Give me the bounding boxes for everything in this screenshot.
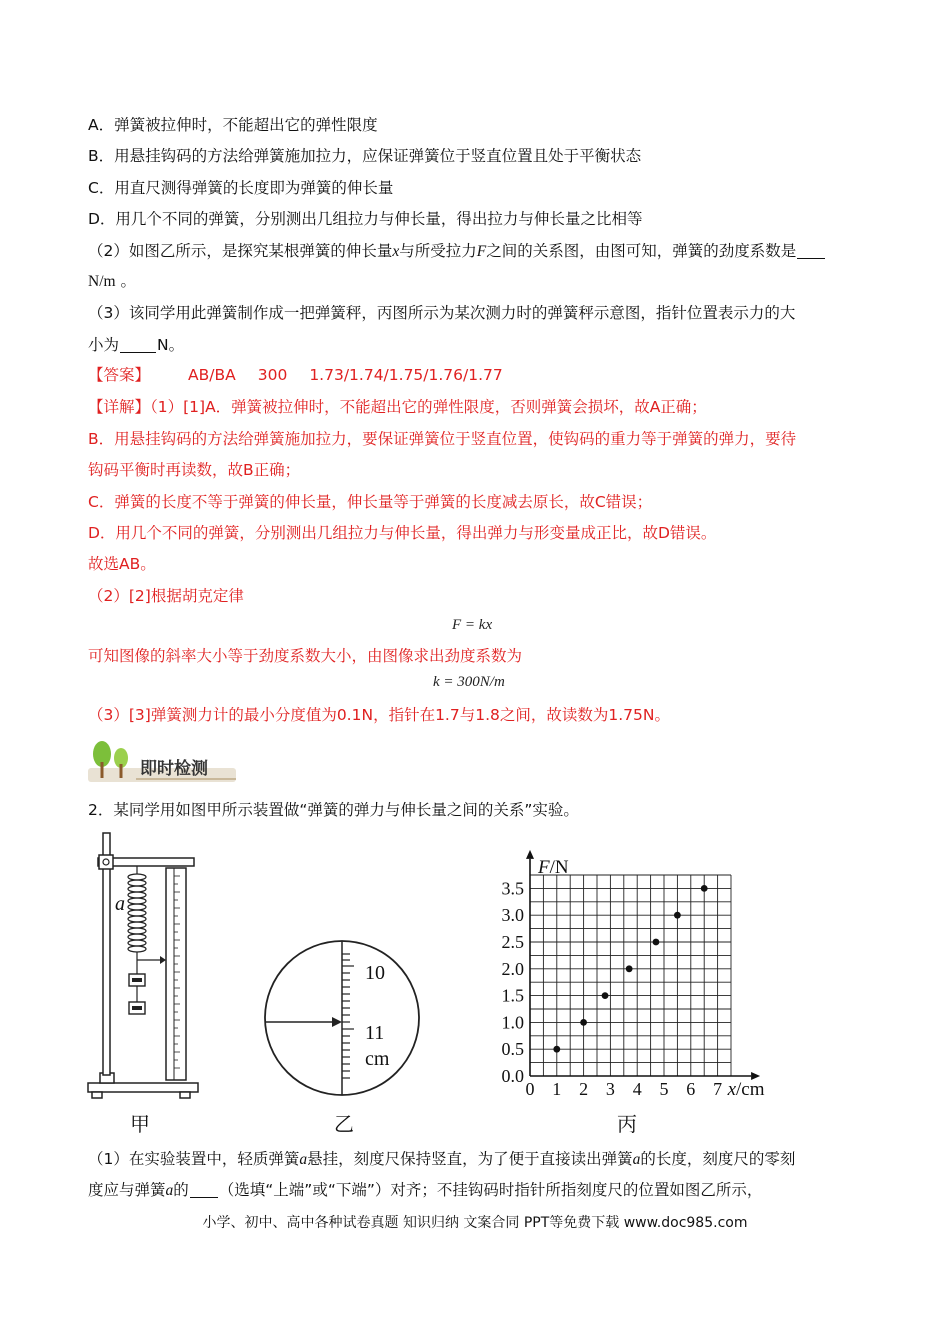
y-tick-label: 2.5 — [501, 932, 524, 952]
spring-coil — [128, 866, 146, 960]
x-axis-label: x/cm — [727, 1079, 765, 1100]
ruler-tick-11: 11 — [365, 1022, 385, 1044]
answer-line: 【答案】 AB/BA 300 1.73/1.74/1.75/1.76/1.77 — [88, 366, 503, 384]
x-tick-label: 3 — [605, 1079, 615, 1099]
section-banner-title: 即时检测 — [140, 759, 208, 779]
question1-part3: （3）该同学用此弹簧制作成一把弹簧秤，丙图所示为某次测力时的弹簧秤示意图，指针位置表示力的大 — [88, 304, 796, 322]
y-tick-label: 3.5 — [501, 878, 524, 899]
page-footer: 小学、初中、高中各种试卷真题 知识归纳 文案合同 PPT等免费下载 www.doc985.com — [202, 1215, 748, 1231]
figure-label-yi: 乙 — [334, 1114, 354, 1136]
explanation-line-2: B．用悬挂钩码的方法给弹簧施加拉力，要保证弹簧位于竖直位置，使钩码的重力等于弹簧的弹力，要待 — [88, 430, 797, 448]
question2-part1-line1: （1）在实验装置中，轻质弹簧a悬挂，刻度尺保持竖直，为了便于直接读出弹簧a的长度，刻度尺的零刻 — [88, 1150, 796, 1168]
data-point — [602, 992, 609, 999]
explanation-line-7: （2）[2]根据胡克定律 — [88, 587, 244, 605]
x-tick-label: 1 — [552, 1079, 562, 1099]
ruler-tick-10: 10 — [365, 962, 385, 984]
data-point — [653, 939, 660, 946]
formula-k: k = 300N/m — [433, 674, 505, 690]
data-point — [701, 885, 708, 892]
explanation-line-6: 故选AB。 — [88, 555, 156, 573]
y-tick-label: 3.0 — [501, 905, 524, 926]
explanation-line-1: 【详解】（1）[1]A．弹簧被拉伸时，不能超出它的弹性限度，否则弹簧会损坏，故A正确； — [88, 398, 707, 416]
figure-label-jia: 甲 — [130, 1114, 150, 1136]
data-point — [626, 965, 633, 972]
question1-part2-unit: N/m 。 — [88, 272, 137, 290]
x-tick-label: 5 — [659, 1079, 669, 1099]
option-b: B．用悬挂钩码的方法给弹簧施加拉力，应保证弹簧位于竖直位置且处于平衡状态 — [88, 147, 642, 165]
x-tick-label: 0 — [525, 1079, 535, 1099]
x-tick-label: 2 — [579, 1079, 589, 1099]
y-axis-arrow — [526, 850, 534, 859]
figure-apparatus — [80, 828, 210, 1108]
y-axis-label: F/N — [538, 856, 569, 878]
figure-label-bing: 丙 — [617, 1114, 637, 1136]
y-tick-label: 1.0 — [501, 1012, 524, 1033]
answer-blank — [190, 1181, 218, 1198]
answer-blank — [120, 336, 156, 353]
explanation-line-9: （3）[3]弹簧测力计的最小分度值为0.1N，指针在1.7与1.8之间，故读数为1.75N。 — [88, 706, 670, 724]
question1-part3-line2: 小为 N。 — [88, 336, 185, 354]
explanation-line-3: 钩码平衡时再读数，故B正确； — [88, 461, 301, 479]
explanation-line-4: C．弹簧的长度不等于弹簧的伸长量，伸长量等于弹簧的长度减去原长，故C错误； — [88, 493, 653, 511]
y-tick-label: 2.0 — [501, 958, 524, 979]
option-d: D．用几个不同的弹簧，分别测出几组拉力与伸长量，得出拉力与伸长量之比相等 — [88, 210, 643, 228]
question1-part2: （2）如图乙所示，是探究某根弹簧的伸长量x与所受拉力F之间的关系图，由图可知，弹簧的劲度系数是 — [88, 240, 826, 263]
ruler-unit: cm — [365, 1048, 390, 1070]
spring-a-label: a — [115, 893, 125, 915]
y-tick-label: 0.5 — [501, 1039, 524, 1060]
data-point — [580, 1019, 587, 1026]
answer-blank — [797, 242, 825, 259]
data-point — [553, 1046, 560, 1053]
question2-part1-line2: 度应与弹簧a的 （选填“上端”或“下端”）对齐；不挂钩码时指针所指刻度尺的位置如图乙所示， — [88, 1181, 763, 1199]
force-extension-chart — [480, 848, 780, 1103]
x-tick-label: 4 — [632, 1079, 642, 1099]
x-tick-label: 6 — [686, 1079, 696, 1099]
figure-ruler-zoom — [262, 938, 422, 1098]
question2-stem: 2．某同学用如图甲所示装置做“弹簧的弹力与伸长量之间的关系”实验。 — [88, 801, 579, 819]
x-tick-label: 7 — [713, 1079, 723, 1099]
explanation-line-5: D．用几个不同的弹簧，分别测出几组拉力与伸长量，得出弹力与形变量成正比，故D错误。 — [88, 524, 717, 542]
formula-hooke: F = kx — [452, 617, 493, 633]
data-point — [674, 912, 681, 919]
option-c: C．用直尺测得弹簧的长度即为弹簧的伸长量 — [88, 179, 394, 197]
option-a: A．弹簧被拉伸时，不能超出它的弹性限度 — [88, 116, 378, 134]
y-tick-label: 0.0 — [501, 1066, 524, 1086]
explanation-line-8: 可知图像的斜率大小等于劲度系数大小，由图像求出劲度系数为 — [88, 647, 523, 665]
y-tick-label: 1.5 — [501, 985, 524, 1006]
